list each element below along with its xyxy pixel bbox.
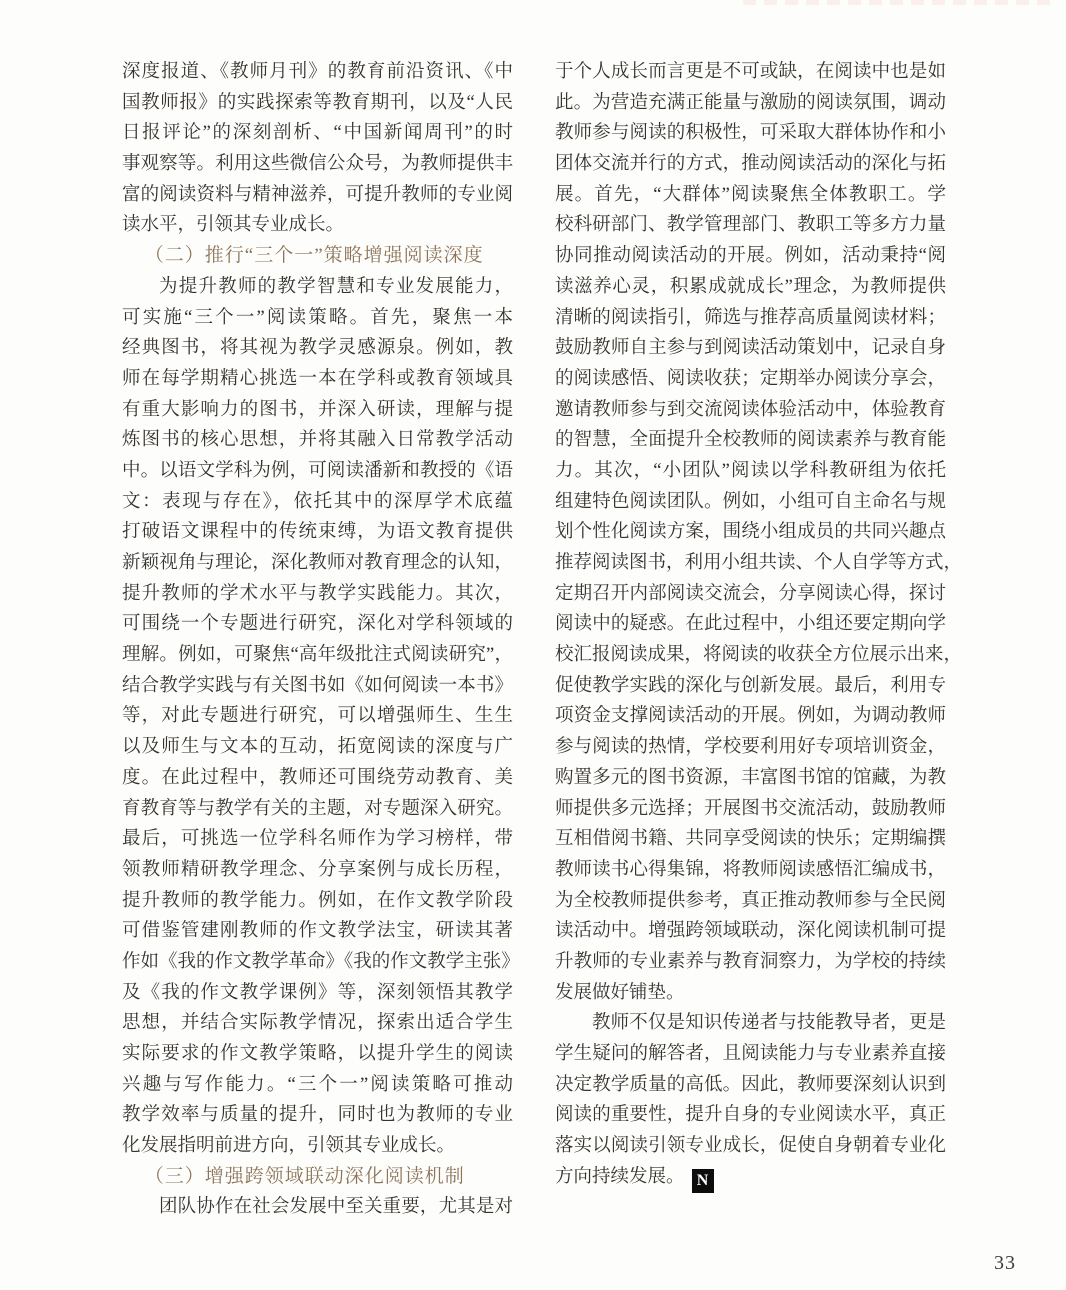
text-line: 升教师的专业素养与教育洞察力，为学校的持续 (555, 951, 946, 972)
text-line: 及《我的作文教学课例》等，深刻领悟其教学 (122, 982, 513, 1003)
left-column (122, 57, 520, 1223)
text-line: 清晰的阅读指引，筛选与推荐高质量阅读材料； (555, 307, 946, 328)
page-number: 33 (994, 1252, 1016, 1274)
text-line: 炼图书的核心思想，并将其融入日常教学活动 (122, 430, 513, 451)
text-line: 邀请教师参与到交流阅读体验活动中，体验教育 (555, 399, 946, 420)
text-line: 可实施“三个一”阅读策略。首先，聚焦一本 (122, 307, 513, 328)
text-line: 兴趣与写作能力。“三个一”阅读策略可推动 (122, 1074, 513, 1095)
text-line: 可借鉴管建刚教师的作文教学法宝，研读其著 (122, 921, 513, 942)
text-line: 互相借阅书籍、共同享受阅读的快乐；定期编撰 (555, 829, 946, 850)
text-line: 为全校教师提供参考，真正推动教师参与全民阅 (555, 890, 946, 911)
text-line: 提升教师的教学能力。例如，在作文教学阶段 (122, 890, 513, 911)
text-line: 文：表现与存在》，依托其中的深厚学术底蕴 (122, 491, 513, 512)
article-body (122, 57, 963, 1223)
text-line: 团队协作在社会发展中至关重要，尤其是对 (159, 1197, 513, 1218)
text-line: 打破语文课程中的传统束缚，为语文教育提供 (122, 522, 513, 543)
text-line: 结合教学实践与有关图书如《如何阅读一本书》 (122, 675, 513, 696)
text-line: 有重大影响力的图书，并深入研读，理解与提 (122, 399, 513, 420)
text-line: 富的阅读资料与精神滋养，可提升教师的专业阅 (122, 184, 513, 205)
text-line: 校科研部门、教学管理部门、教职工等多方力量 (555, 215, 946, 236)
text-line: 鼓励教师自主参与到阅读活动策划中，记录自身 (555, 338, 946, 359)
faint-running-header-artifact (743, 0, 1055, 5)
text-line: 日报评论”的深刻剖析、“中国新闻周刊”的时 (122, 123, 513, 144)
text-line: 教学效率与质量的提升，同时也为教师的专业 (122, 1105, 513, 1126)
text-line: 最后，可挑选一位学科名师作为学习榜样，带 (122, 829, 513, 850)
text-line: 教师读书心得集锦，将教师阅读感悟汇编成书， (555, 859, 946, 880)
text-line: 项资金支撑阅读活动的开展。例如，为调动教师 (555, 706, 946, 727)
text-line: 学生疑问的解答者，且阅读能力与专业素养直接 (555, 1044, 946, 1064)
end-of-article-mark: N (692, 1169, 714, 1193)
text-line: 的阅读感悟、阅读收获；定期举办阅读分享会， (555, 368, 946, 389)
text-line: 教师参与阅读的积极性，可采取大群体协作和小 (555, 123, 946, 144)
text-line: 推荐阅读图书，利用小组共读、个人自学等方式， (555, 553, 963, 573)
text-line: 教师不仅是知识传递者与技能教导者，更是 (592, 1013, 946, 1034)
text-line: 决定教学质量的高低。因此，教师要深刻认识到 (555, 1074, 946, 1095)
text-line: 深度报道、《教师月刊》的教育前沿资讯、《中 (122, 62, 513, 82)
text-line: 经典图书，将其视为教学灵感源泉。例如，教 (122, 338, 513, 359)
text-line: 等，对此专题进行研究，可以增强师生、生生 (122, 706, 513, 727)
text-line: 读活动中。增强跨领域联动，深化阅读机制可提 (555, 921, 946, 942)
text-line: 于个人成长而言更是不可或缺，在阅读中也是如 (555, 62, 946, 82)
text-line: 划个性化阅读方案，围绕小组成员的共同兴趣点 (555, 522, 946, 543)
text-line: 展。首先，“大群体”阅读聚焦全体教职工。学 (555, 184, 946, 205)
text-line: 可围绕一个专题进行研究，深化对学科领域的 (122, 614, 513, 635)
text-line: 发展做好铺垫。 (555, 982, 685, 1003)
text-line: 读滋养心灵，积累成就成长”理念，为教师提供 (555, 276, 946, 297)
text-line: 思想，并结合实际教学情况，探索出适合学生 (122, 1013, 513, 1034)
text-line: 事观察等。利用这些微信公众号，为教师提供丰 (122, 154, 513, 175)
text-line: 领教师精研教学理念、分享案例与成长历程， (122, 859, 513, 880)
text-line: 定期召开内部阅读交流会，分享阅读心得，探讨 (555, 583, 946, 604)
text-line: 购置多元的图书资源，丰富图书馆的馆藏，为教 (555, 767, 946, 788)
text-line: 此。为营造充满正能量与激励的阅读氛围，调动 (555, 92, 946, 113)
text-line: 方向持续发展。 N (555, 1162, 946, 1193)
text-line: 协同推动阅读活动的开展。例如，活动秉持“阅 (555, 246, 946, 267)
text-line: 力。其次，“小团队”阅读以学科教研组为依托 (555, 460, 946, 481)
text-line: 中。以语文学科为例，可阅读潘新和教授的《语 (122, 460, 513, 481)
text-line: 度。在此过程中，教师还可围绕劳动教育、美 (122, 767, 513, 788)
text-line: 为提升教师的教学智慧和专业发展能力， (159, 276, 513, 297)
text-line: 实际要求的作文教学策略，以提升学生的阅读 (122, 1044, 513, 1064)
text-line: 新颖视角与理论，深化教师对教育理念的认知， (122, 553, 513, 573)
right-column (555, 57, 963, 1223)
text-line: 师提供多元选择；开展图书交流活动，鼓励教师 (555, 798, 946, 819)
text-line: 理解。例如，可聚焦“高年级批注式阅读研究”， (122, 645, 513, 666)
section-heading: （三）增强跨领域联动深化阅读机制 (144, 1165, 465, 1187)
text-line: 阅读的重要性，提升自身的专业阅读水平，真正 (555, 1105, 946, 1126)
text-line: 的智慧，全面提升全校教师的阅读素养与教育能 (555, 430, 946, 451)
text-line: 国教师报》的实践探索等教育期刊，以及“人民 (122, 92, 513, 113)
text-line: 化发展指明前进方向，引领其专业成长。 (122, 1136, 456, 1157)
text-line: 读水平，引领其专业成长。 (122, 215, 345, 236)
text-line: 阅读中的疑惑。在此过程中，小组还要定期向学 (555, 614, 946, 635)
text-line: 团体交流并行的方式，推动阅读活动的深化与拓 (555, 154, 946, 175)
text-line: 育教育等与教学有关的主题，对专题深入研究。 (122, 798, 513, 819)
text-line: 参与阅读的热情，学校要利用好专项培训资金， (555, 737, 946, 758)
text-line: 作如《我的作文教学革命》《我的作文教学主张》 (122, 951, 520, 972)
text-line: 校汇报阅读成果，将阅读的收获全方位展示出来， (555, 645, 963, 666)
text-line: 促使教学实践的深化与创新发展。最后，利用专 (555, 675, 946, 696)
section-heading: （二）推行“三个一”策略增强阅读深度 (144, 245, 484, 267)
text-line: 师在每学期精心挑选一本在学科或教育领域具 (122, 368, 513, 389)
text-line: 提升教师的学术水平与教学实践能力。其次， (122, 583, 513, 604)
text-line: 以及师生与文本的互动，拓宽阅读的深度与广 (122, 737, 513, 758)
text-line: 落实以阅读引领专业成长，促使自身朝着专业化 (555, 1136, 946, 1157)
text-line: 组建特色阅读团队。例如，小组可自主命名与规 (555, 491, 946, 512)
